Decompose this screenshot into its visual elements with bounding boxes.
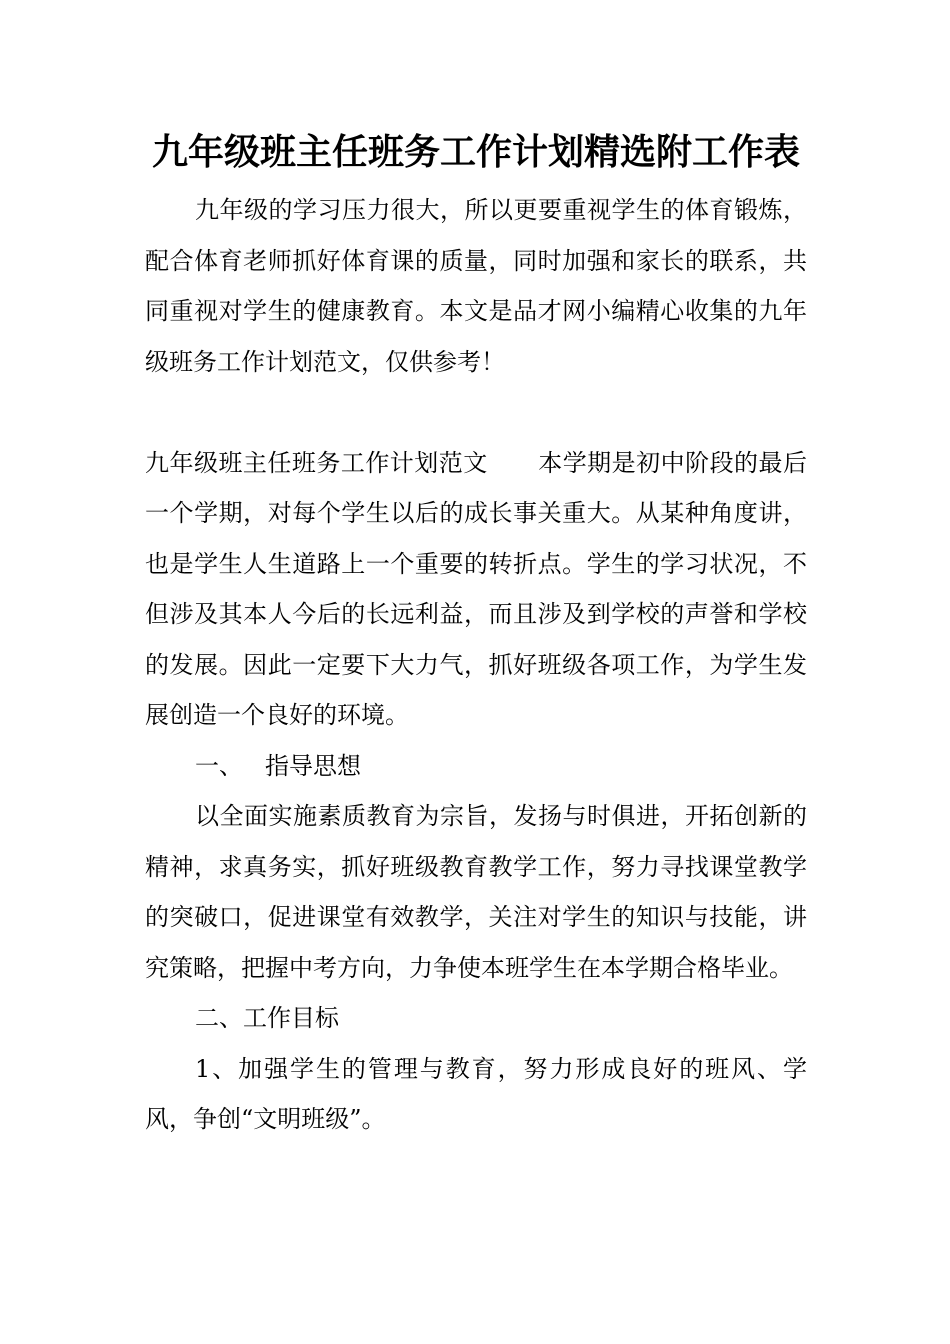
- heading-work-goals: 二、工作目标: [195, 1004, 339, 1032]
- document-body: [145, 126, 807, 1145]
- guiding-paragraph: 以全面实施素质教育为宗旨，发扬与时俱进，开拓创新的精神，求真务实，抓好班级教育教学工作，努力寻找课堂教学的突破口，促进课堂有效教学，关注对学生的知识与技能，讲究策略，把握中考方向，力争使本班学生在本学期合格毕业。: [145, 802, 807, 982]
- heading-guiding-thought: [145, 741, 807, 792]
- document-title: 九年级班主任班务工作计划精选附工作表: [151, 131, 800, 173]
- heading-text: 指导思想: [265, 751, 361, 780]
- section-body: 本学期是初中阶段的最后一个学期，对每个学生以后的成长事关重大。从某种角度讲，也是学生人生道路上一个重要的转折点。学生的学习状况，不但涉及其本人今后的长远利益，而且涉及到学校的声誉和学校的发展。因此一定要下大力气，抓好班级各项工作，为学生发展创造一个良好的环境。: [145, 448, 808, 729]
- blank-line: [145, 387, 807, 438]
- goal-item-1: 1、加强学生的管理与教育，努力形成良好的班风、学风，争创“文明班级”。: [145, 1054, 807, 1133]
- section-label: 九年级班主任班务工作计划范文: [145, 448, 488, 477]
- intro-paragraph: 九年级的学习压力很大，所以更要重视学生的体育锻炼，配合体育老师抓好体育课的质量，同时加强和家长的联系，共同重视对学生的健康教育。本文是品才网小编精心收集的九年级班务工作计划范文，仅供参考！: [145, 196, 807, 376]
- heading-number: 一、: [195, 751, 243, 780]
- section-paragraph: [145, 438, 807, 741]
